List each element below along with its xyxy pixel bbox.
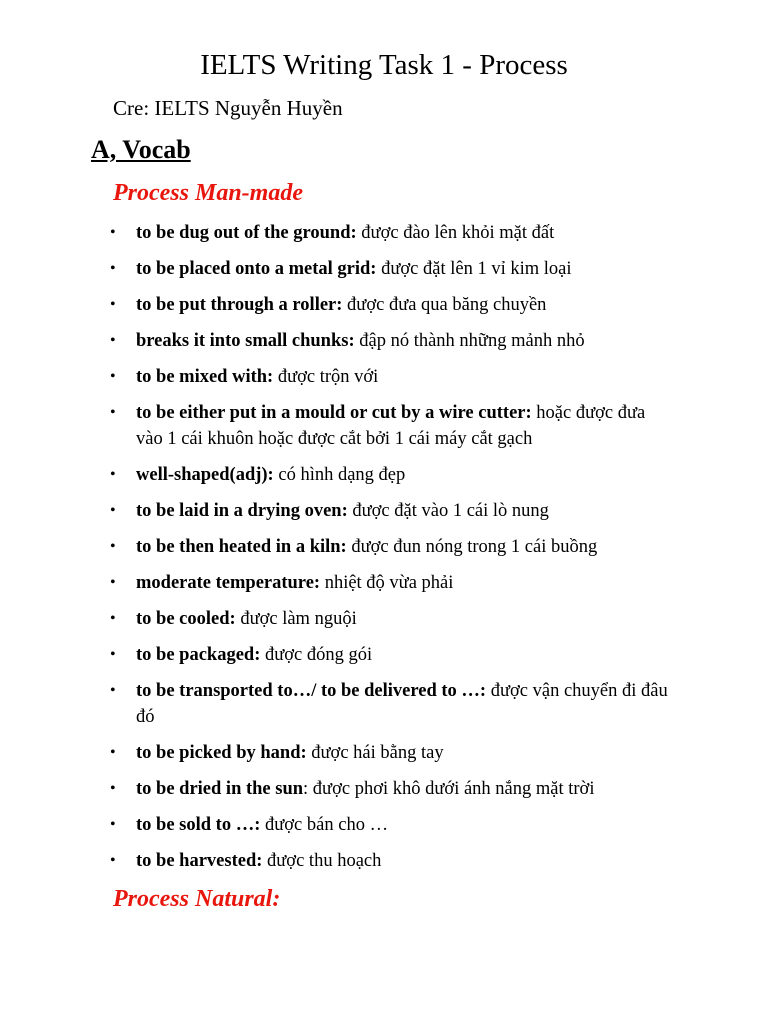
subsection-heading-man-made: Process Man-made	[113, 180, 303, 206]
subsection-heading-natural: Process Natural:	[113, 886, 281, 912]
bullet-icon: •	[110, 538, 116, 555]
vocab-item	[0, 812, 768, 838]
vocab-term: well-shaped(adj):	[136, 465, 274, 485]
vocab-term: to be sold to …:	[136, 815, 261, 835]
bullet-icon: •	[110, 368, 116, 385]
bullet-icon: •	[110, 466, 116, 483]
vocab-meaning: : được phơi khô dưới ánh nắng mặt trời	[303, 779, 595, 799]
bullet-icon: •	[110, 260, 116, 277]
vocab-term: to be picked by hand:	[136, 743, 307, 763]
vocab-item	[0, 848, 768, 874]
vocab-term: moderate temperature:	[136, 573, 321, 593]
bullet-icon: •	[110, 744, 116, 761]
section-heading: A, Vocab	[91, 135, 191, 164]
bullet-icon: •	[110, 404, 116, 421]
bullet-icon: •	[110, 610, 116, 627]
vocab-meaning: được bán cho …	[260, 815, 389, 835]
vocab-term: to be laid in a drying oven:	[136, 501, 348, 521]
vocab-term: to be either put in a mould or cut by a wire cutter:	[136, 403, 532, 423]
vocab-item	[0, 642, 768, 668]
vocab-term: to be dried in the sun	[136, 779, 304, 799]
vocab-item	[0, 256, 768, 282]
bullet-icon: •	[110, 646, 116, 663]
vocab-meaning: được đặt lên 1 vỉ kim loại	[376, 259, 572, 279]
vocab-item	[0, 328, 768, 354]
vocab-term: to be then heated in a kiln:	[136, 537, 347, 557]
vocab-item	[0, 400, 768, 452]
bullet-icon: •	[110, 296, 116, 313]
vocab-term: to be cooled:	[136, 609, 236, 629]
vocab-item	[0, 292, 768, 318]
bullet-icon: •	[110, 780, 116, 797]
vocab-meaning: được vận chuyển đi đâu đó	[136, 681, 668, 727]
vocab-item	[0, 364, 768, 390]
vocab-item	[0, 498, 768, 524]
vocab-item	[0, 462, 768, 488]
bullet-icon: •	[110, 682, 116, 699]
vocab-list	[0, 220, 768, 884]
vocab-meaning: được hái bằng tay	[306, 743, 444, 763]
bullet-icon: •	[110, 574, 116, 591]
vocab-term: to be put through a roller:	[136, 295, 343, 315]
vocab-item	[0, 740, 768, 766]
bullet-icon: •	[110, 816, 116, 833]
vocab-item	[0, 570, 768, 596]
vocab-term: to be packaged:	[136, 645, 261, 665]
vocab-item	[0, 606, 768, 632]
vocab-term: to be placed onto a metal grid:	[136, 259, 377, 279]
bullet-icon: •	[110, 224, 116, 241]
vocab-meaning: có hình dạng đẹp	[273, 465, 406, 485]
vocab-term: to be mixed with:	[136, 367, 274, 387]
vocab-meaning: được đưa qua băng chuyền	[342, 295, 547, 315]
vocab-term: to be harvested:	[136, 851, 263, 871]
bullet-icon: •	[110, 332, 116, 349]
vocab-item	[0, 220, 768, 246]
vocab-meaning: được đóng gói	[260, 645, 373, 665]
vocab-term: to be dug out of the ground:	[136, 223, 357, 243]
vocab-meaning: đập nó thành những mảnh nhỏ	[354, 331, 585, 351]
vocab-meaning: được làm nguội	[235, 609, 357, 629]
vocab-meaning: được trộn với	[273, 367, 379, 387]
vocab-item	[0, 776, 768, 802]
credit-line: Cre: IELTS Nguyễn Huyền	[113, 96, 343, 120]
vocab-meaning: nhiệt độ vừa phải	[320, 573, 454, 593]
vocab-item	[0, 534, 768, 560]
vocab-item	[0, 678, 768, 730]
vocab-term: to be transported to…/ to be delivered to …:	[136, 681, 487, 701]
vocab-meaning: hoặc được đưa vào 1 cái khuôn hoặc được cắt bởi 1 cái máy cắt gạch	[136, 403, 646, 449]
vocab-meaning: được thu hoạch	[262, 851, 382, 871]
vocab-meaning: được đun nóng trong 1 cái buồng	[346, 537, 598, 557]
bullet-icon: •	[110, 852, 116, 869]
document-title: IELTS Writing Task 1 - Process	[200, 49, 568, 81]
vocab-term: breaks it into small chunks:	[136, 331, 355, 351]
bullet-icon: •	[110, 502, 116, 519]
vocab-meaning: được đào lên khỏi mặt đất	[356, 223, 555, 243]
vocab-meaning: được đặt vào 1 cái lò nung	[347, 501, 549, 521]
